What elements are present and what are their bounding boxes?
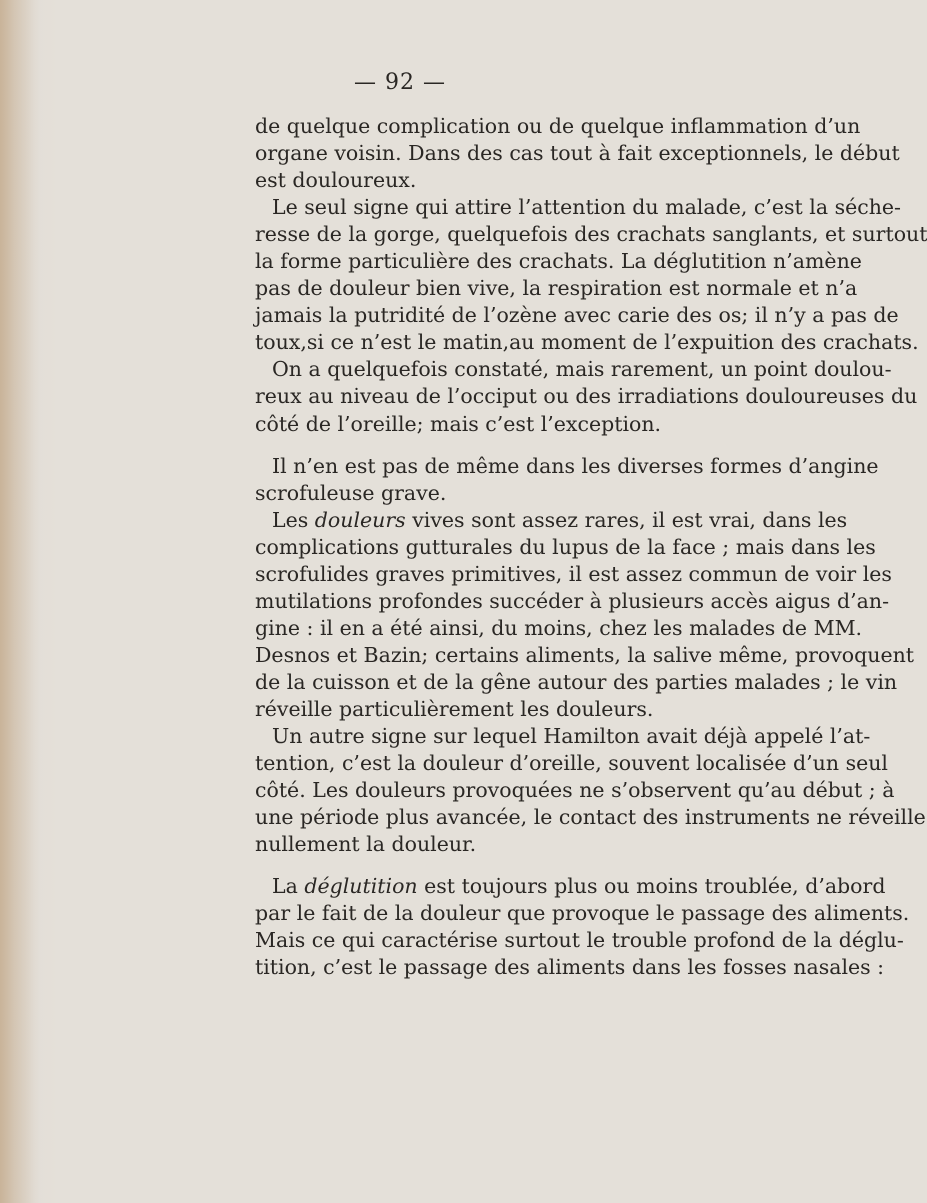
text-run: Les xyxy=(272,507,315,532)
paragraph xyxy=(255,723,926,858)
text-line: Le seul signe qui attire l’attention du malade, c’est la séche- xyxy=(272,195,901,220)
text-line xyxy=(255,507,848,534)
italic-word: déglutition xyxy=(304,874,418,899)
text-line: la forme particulière des crachats. La déglutition n’amène xyxy=(255,249,862,274)
text-line: de quelque complication ou de quelque inflammation d’un xyxy=(255,114,861,138)
paragraph xyxy=(255,453,879,507)
text-line: resse de la gorge, quelquefois des crachats sanglants, et surtout xyxy=(255,222,927,247)
body-text xyxy=(255,113,927,981)
text-line: toux,si ce n’est le matin,au moment de l’expuition des crachats. xyxy=(255,330,919,355)
text-run: est toujours plus ou moins troublée, d’abord xyxy=(417,874,886,899)
text-line: jamais la putridité de l’ozène avec carie des os; il n’y a pas de xyxy=(255,303,899,328)
text-line: Mais ce qui caractérise surtout le trouble profond de la déglu- xyxy=(255,928,904,953)
paragraph xyxy=(255,113,900,194)
text-line: côté de l’oreille; mais c’est l’exception. xyxy=(255,411,662,436)
text-run: vives sont assez rares, il est vrai, dans les xyxy=(405,507,848,532)
text-line: pas de douleur bien vive, la respiration est normale et n’a xyxy=(255,276,858,301)
paragraph-gap xyxy=(255,858,755,873)
paragraph-gap xyxy=(255,438,755,453)
paragraph xyxy=(255,356,918,437)
text-line: gine : il en a été ainsi, du moins, chez les malades de MM. xyxy=(255,615,863,640)
text-line: complications gutturales du lupus de la face ; mais dans les xyxy=(255,534,876,559)
text-line: Il n’en est pas de même dans les diverses formes d’angine xyxy=(272,453,879,478)
text-line: tention, c’est la douleur d’oreille, souvent localisée d’un seul xyxy=(255,751,888,776)
page-number: — 92 — xyxy=(354,70,446,95)
paragraph xyxy=(255,873,910,981)
paragraph xyxy=(255,194,927,356)
text-line: de la cuisson et de la gêne autour des parties malades ; le vin xyxy=(255,669,898,694)
italic-word: douleurs xyxy=(314,507,406,532)
text-line: côté. Les douleurs provoquées ne s’observent qu’au début ; à xyxy=(255,778,895,803)
text-line: scrofuleuse grave. xyxy=(255,480,447,505)
text-line: nullement la douleur. xyxy=(255,832,477,857)
text-line: organe voisin. Dans des cas tout à fait exceptionnels, le début xyxy=(255,141,900,166)
text-line: mutilations profondes succéder à plusieurs accès aigus d’an- xyxy=(255,588,890,613)
text-line: par le fait de la douleur que provoque le passage des aliments. xyxy=(255,901,910,926)
binding-shadow xyxy=(0,0,40,1203)
text-line: On a quelquefois constaté, mais rarement, un point doulou- xyxy=(272,357,892,382)
text-line xyxy=(255,873,886,900)
text-line: Un autre signe sur lequel Hamilton avait déjà appelé l’at- xyxy=(272,724,871,749)
text-run: La xyxy=(272,874,305,899)
text-line: reux au niveau de l’occiput ou des irradiations douloureuses du xyxy=(255,384,918,409)
text-line: scrofulides graves primitives, il est assez commun de voir les xyxy=(255,561,892,586)
text-line: réveille particulièrement les douleurs. xyxy=(255,696,654,721)
text-line: Desnos et Bazin; certains aliments, la salive même, provoquent xyxy=(255,642,915,667)
text-line: est douloureux. xyxy=(255,168,417,193)
text-line: tition, c’est le passage des aliments dans les fosses nasales : xyxy=(255,955,885,980)
text-line: une période plus avancée, le contact des instruments ne réveille xyxy=(255,805,926,830)
paragraph xyxy=(255,507,915,723)
